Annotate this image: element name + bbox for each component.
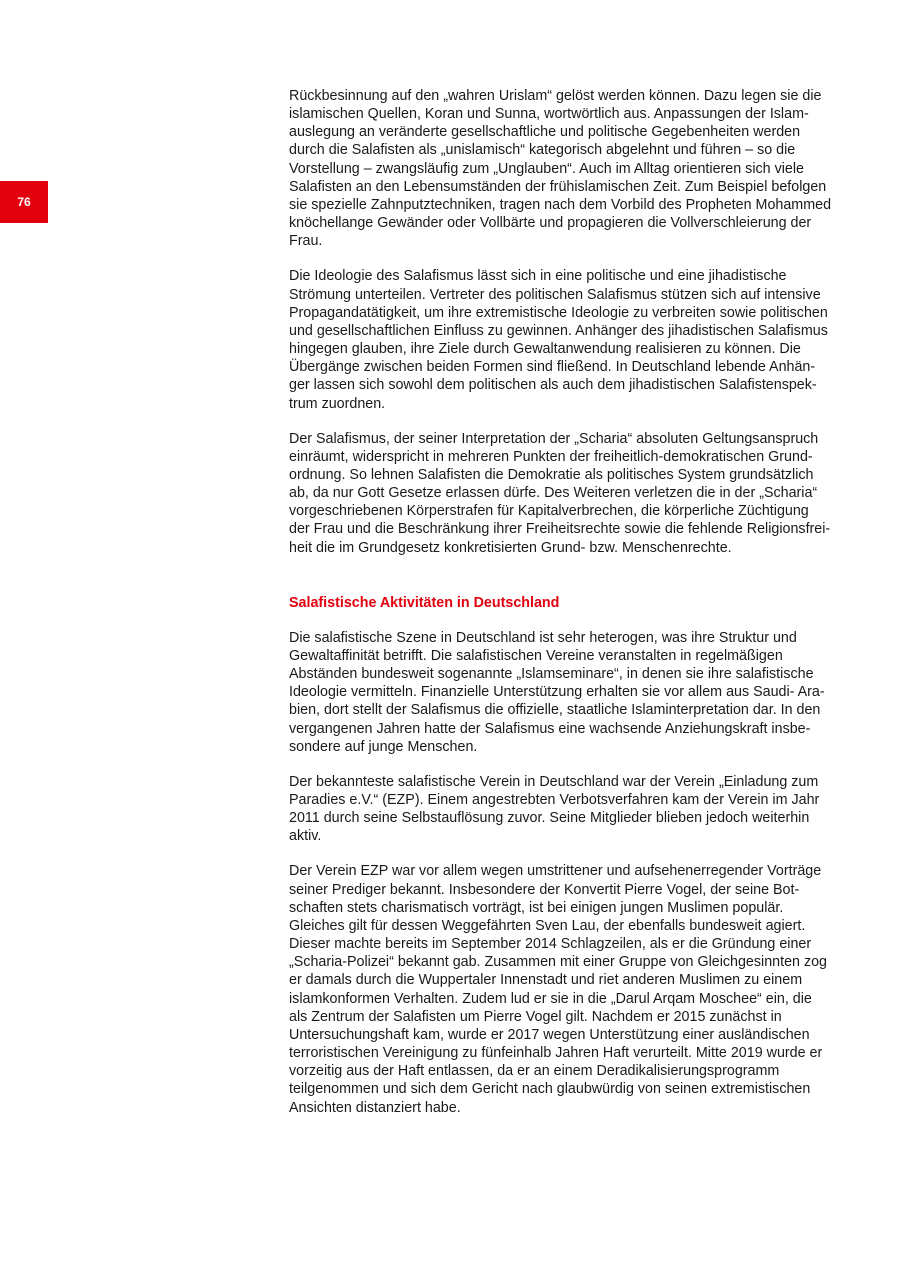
paragraph-scharia: Der Salafismus, der seiner Interpretation der „Scharia“ absoluten Geltungsanspruch einräumt, widerspricht in mehreren Punkten der freiheitlich-demokratischen Grund- ordnung. So lehnen Salafisten die Demokratie als politisches System grundsätzlich ab, da nur Gott Gesetze erlassen dürfe. Des Weiteren verletzen die in der „Scharia“ vorgeschriebenen Körperstrafen für Kapitalverbrechen, die körperliche Züchtigung der Frau und die Beschränkung ihrer Freiheitsrechte sowie die fehlende Religionsfrei- heit die im Grundgesetz konkretisierten Grund- bzw. Menschenrechte. xyxy=(289,430,831,556)
section-heading: Salafistische Aktivitäten in Deutschland xyxy=(289,594,560,611)
page-number: 76 xyxy=(17,195,31,209)
paragraph-ezp-verein: Der bekannteste salafistische Verein in Deutschland war der Verein „Einladung zum Paradies e.V.“ (EZP). Einem angestrebten Verbotsverfahren kam der Verein im Jahr 2011 durch seine Selbstauflösung zuvor. Seine Mitglieder blieben jedoch weiterhin aktiv. xyxy=(289,773,820,845)
paragraph-urislam: Rückbesinnung auf den „wahren Urislam“ gelöst werden können. Dazu legen sie die islamischen Quellen, Koran und Sunna, wortwörtlich aus. Anpassungen der Islam- auslegung an veränderte gesellschaftliche und politische Gegebenheiten werden durch die Salafisten als „unislamisch“ kategorisch abgelehnt und führen – so die Vorstellung – zwangsläufig zum „Unglauben“. Auch im Alltag orientieren sich viele Salafisten an den Lebensumständen der frühislamischen Zeit. Zum Beispiel befolgen sie spezielle Zahnputztechniken, tragen nach dem Vorbild des Propheten Mohammed knöchellange Gewänder oder Vollbärte und propagieren die Vollverschleierung der Frau. xyxy=(289,88,832,250)
page-number-tab xyxy=(0,181,48,223)
paragraph-ezp-prediger: Der Verein EZP war vor allem wegen umstrittener und aufsehenerregender Vorträge seiner Prediger bekannt. Insbesondere der Konvertit Pierre Vogel, der seine Bot- schaften stets charismatisch vorträgt, ist bei einigen jungen Muslimen populär. Gleiches gilt für dessen Weggefährten Sven Lau, der ebenfalls bundesweit agiert. Dieser machte bereits im September 2014 Schlagzeilen, als er die Gründung einer „Scharia-Polizei“ bekannt gab. Zusammen mit einer Gruppe von Gleichgesinnten zog er damals durch die Wuppertaler Innenstadt und riet anderen Muslimen zu einem islamkonformen Verhalten. Zudem lud er sie in die „Darul Arqam Moschee“ ein, die als Zentrum der Salafisten um Pierre Vogel gilt. Nachdem er 2015 zunächst in Untersuchungshaft kam, wurde er 2017 wegen Unterstützung einer ausländischen terroristischen Vereinigung zu fünfeinhalb Jahren Haft verurteilt. Mitte 2019 wurde er vorzeitig aus der Haft entlassen, da er an einem Deradikalisierungsprogramm teilgenommen und sich dem Gericht nach glaubwürdig von seinen extremistischen Ansichten distanziert habe. xyxy=(289,863,827,1116)
paragraph-ideology: Die Ideologie des Salafismus lässt sich in eine politische und eine jihadistische Strömung unterteilen. Vertreter des politischen Salafismus stützen sich auf intensive Propagandatätigkeit, um ihre extremistische Ideologie zu verbreiten sowie politischen und gesellschaftlichen Einfluss zu gewinnen. Anhänger des jihadistischen Salafismus hingegen glauben, ihre Ziele durch Gewaltanwendung realisieren zu können. Die Übergänge zwischen beiden Formen sind fließend. In Deutschland lebende Anhän- ger lassen sich sowohl dem politischen als auch dem jihadistischen Salafistenspek- trum zuordnen. xyxy=(289,268,828,412)
paragraph-scene: Die salafistische Szene in Deutschland ist sehr heterogen, was ihre Struktur und Gewaltaffinität betrifft. Die salafistischen Vereine veranstalten in regelmäßigen Abständen bundesweit sogenannte „Islamseminare“, in denen sie ihre salafistische Ideologie vermitteln. Finanzielle Unterstützung erhalten sie vor allem aus Saudi- Ara- bien, dort stellt der Salafismus die offizielle, staatliche Islaminterpretation dar. In den vergangenen Jahren hatte der Salafismus eine wachsende Anziehungskraft insbe- sondere auf junge Menschen. xyxy=(289,629,825,755)
section-heading-wrapper xyxy=(289,594,835,612)
document-body xyxy=(289,87,835,1117)
